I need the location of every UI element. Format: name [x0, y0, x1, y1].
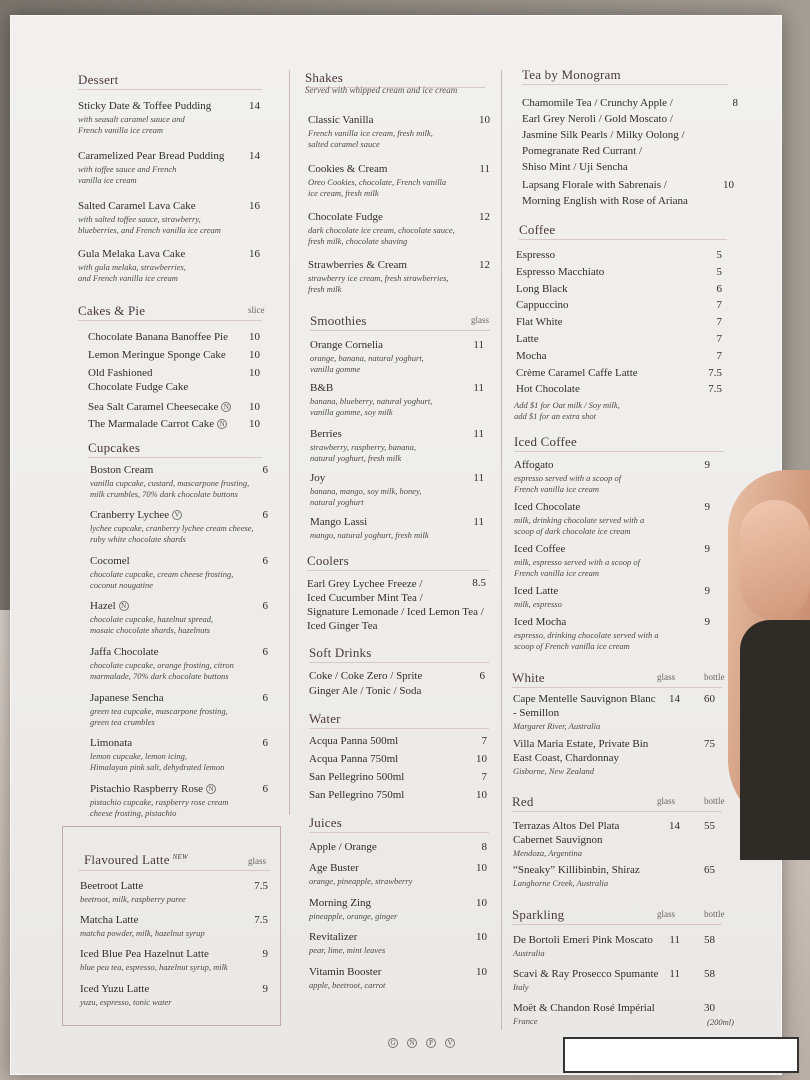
section-cakes-pie: Cakes & Pie [78, 303, 146, 318]
iced-coffee-item-desc: French vanilla ice cream [514, 568, 600, 578]
section-cupcakes-rule [88, 457, 262, 458]
coffee-item-price: 7 [716, 349, 722, 362]
wine-col-bottle: bottle [704, 909, 725, 919]
wine-item-region: Langhorne Creek, Australia [513, 878, 609, 888]
coffee-item-price: 7 [716, 333, 722, 345]
cake-item-name-line2: Chocolate Fudge Cake [88, 381, 189, 393]
tea-line: Lapsang Florale with Sabrenais / [522, 179, 667, 191]
section-cupcakes: Cupcakes [88, 440, 141, 455]
tea-line: Shiso Mint / Uji Sencha [522, 161, 628, 173]
latte-item-price: 7.5 [254, 880, 268, 892]
iced-coffee-item-name: Iced Mocha [514, 616, 567, 628]
wine-item-name: Cape Mentelle Sauvignon Blanc [513, 693, 656, 705]
cupcake-item-desc: Himalayan pink salt, dehydrated lemon [90, 762, 225, 772]
cooler-line: Iced Cucumber Mint Tea / [307, 592, 423, 604]
section-dessert: Dessert [78, 72, 119, 87]
iced-coffee-item-desc: milk, espresso served with a scoop of [514, 557, 640, 567]
tea-price: 8 [732, 97, 738, 109]
juice-item-price: 10 [476, 862, 487, 874]
soft-drinks-line: Ginger Ale / Tonic / Soda [309, 685, 422, 697]
shake-item-name: Chocolate Fudge [308, 211, 383, 223]
cupcake-item-price: 6 [262, 737, 268, 749]
cupcake-item-desc: chocolate cupcake, hazelnut spread, [90, 614, 214, 624]
wine-item-bottle-price: 75 [704, 738, 715, 750]
cakes-col-slice: slice [248, 305, 265, 315]
latte-item-price: 9 [262, 948, 268, 960]
shake-item-price: 12 [479, 259, 490, 271]
dessert-item-price: 16 [249, 200, 260, 212]
cake-item-price: 10 [249, 367, 260, 379]
coffee-item-price: 7.5 [708, 366, 722, 379]
cooler-line: Signature Lemonade / Iced Lemon Tea / [307, 606, 484, 618]
juice-item-price: 10 [476, 897, 487, 909]
cupcake-item-desc: chocolate cupcake, orange frosting, citron [90, 660, 234, 670]
coffee-item-name: Crème Caramel Caffe Latte [516, 366, 638, 379]
water-item-name: Acqua Panna 500ml [309, 735, 399, 747]
juice-item-name: Apple / Orange [309, 841, 377, 853]
smoothie-item-price: 11 [473, 428, 484, 440]
cupcake-item-price: 6 [262, 783, 268, 795]
flavoured-latte-box [62, 826, 281, 1026]
cupcake-item-desc: mosaic chocolate shards, hazelnuts [90, 625, 211, 635]
smoothie-item-name: Mango Lassi [310, 516, 368, 528]
smoothie-item-price: 11 [473, 472, 484, 484]
latte-col-glass: glass [248, 856, 266, 866]
section-cakes-pie-rule [78, 320, 262, 321]
shake-item-desc: Oreo Cookies, chocolate, French vanilla [308, 177, 447, 187]
wine-item-name: Terrazas Altos Del Plata [513, 820, 620, 832]
smoothie-item-desc: banana, mango, soy milk, honey, [310, 486, 422, 496]
juice-item-name: Morning Zing [309, 897, 372, 909]
coffee-item-name: Flat White [516, 316, 563, 329]
coffee-item-price: 5 [716, 265, 722, 278]
juice-item-price: 8 [481, 841, 487, 853]
smoothie-item-name: Orange Cornelia [310, 339, 383, 351]
cupcake-item-price: 6 [262, 464, 268, 476]
shake-item-price: 10 [479, 114, 490, 126]
smoothie-item-name: B&B [310, 382, 334, 394]
section-water-rule [309, 728, 489, 729]
wine-item-bottle-price: 65 [704, 864, 715, 876]
cupcake-item-name: Jaffa Chocolate [90, 646, 159, 658]
wine-item-region: Mendoza, Argentina [513, 848, 582, 858]
water-item-price: 7 [481, 735, 487, 747]
wine-item-name: - Semillon [513, 707, 560, 719]
wine-item-region: France [513, 1016, 538, 1026]
dessert-item-desc: and French vanilla ice cream [78, 273, 178, 283]
smoothie-item-name: Berries [310, 428, 342, 440]
dessert-item-desc: with toffee sauce and French [78, 164, 177, 174]
coffee-item-name: Long Black [516, 282, 568, 295]
cupcake-item-price: 6 [262, 509, 268, 521]
column-divider-left [289, 70, 290, 815]
tea-line: Jasmine Silk Pearls / Milky Oolong / [522, 129, 685, 141]
coolers-price: 8.5 [472, 577, 486, 589]
shake-item-desc: fresh milk, chocolate shaving [308, 236, 408, 246]
coffee-item-name: Latte [516, 333, 539, 345]
wine-item-name: Scavi & Ray Prosecco Spumante [513, 968, 659, 980]
wine-item-name: East Coast, Chardonnay [513, 752, 620, 764]
cake-item-price: 10 [249, 418, 260, 430]
juice-item-price: 10 [476, 931, 487, 943]
cake-item-price: 10 [249, 401, 260, 413]
juice-item-desc: pineapple, orange, ginger [309, 911, 398, 921]
section-coffee: Coffee [519, 222, 556, 237]
wine-item-glass-price: 14 [669, 693, 680, 705]
dessert-item-name: Sticky Date & Toffee Pudding [78, 100, 212, 112]
section-soft-drinks: Soft Drinks [309, 645, 372, 660]
smoothie-item-price: 11 [473, 339, 484, 351]
cupcake-item-desc: milk crumbles, 70% dark chocolate buttons [90, 489, 238, 499]
dessert-item-name: Gula Melaka Lava Cake [78, 248, 186, 260]
tea-price: 10 [723, 179, 734, 191]
wine-item-name: “Sneaky” Killibinbin, Shiraz [513, 864, 640, 876]
cupcake-item-name: Hazel N [90, 600, 129, 613]
cupcake-item-price: 6 [262, 646, 268, 658]
section-shakes: Shakes [305, 70, 344, 85]
wine-item-name: Cabernet Sauvignon [513, 834, 603, 846]
cupcake-item-desc: vanilla cupcake, custard, mascarpone frosting, [90, 478, 250, 488]
shake-item-name: Classic Vanilla [308, 114, 374, 126]
section-smoothies: Smoothies [310, 313, 367, 328]
cupcake-item-name: Pistachio Raspberry Rose N [90, 783, 216, 796]
coffee-note: Add $1 for Oat milk / Soy milk, [514, 400, 620, 410]
dessert-item-price: 14 [249, 100, 260, 112]
coffee-item-name: Mocha [516, 349, 547, 362]
smoothie-item-desc: orange, banana, natural yoghurt, [310, 353, 424, 363]
section-wine-sparkling-rule [512, 924, 722, 925]
latte-item-name: Beetroot Latte [80, 880, 144, 892]
iced-coffee-item-price: 9 [704, 585, 710, 597]
cooler-line: Iced Ginger Tea [307, 620, 378, 632]
new-badge: NEW [172, 852, 189, 861]
shake-item-desc: dark chocolate ice cream, chocolate sauce, [308, 225, 455, 235]
wine-item-glass-price: 14 [669, 820, 680, 832]
coffee-item-price: 6 [716, 282, 722, 295]
contains-nuts-icon: N [119, 601, 129, 611]
section-coolers: Coolers [307, 553, 349, 568]
shake-item-desc: strawberry ice cream, fresh strawberries, [308, 273, 449, 283]
iced-coffee-item-desc: milk, espresso [514, 599, 562, 609]
tea-line: Pomegranate Red Currant / [522, 145, 643, 157]
section-wine-white-rule [512, 687, 722, 688]
smoothie-item-name: Joy [310, 472, 326, 484]
iced-coffee-item-desc: scoop of French vanilla ice cream [514, 641, 630, 651]
wine-item-bottle-price: 30 [704, 1002, 715, 1014]
cake-item-name: Lemon Meringue Sponge Cake [88, 349, 226, 361]
smoothie-item-price: 11 [473, 382, 484, 394]
iced-coffee-item-desc: espresso served with a scoop of [514, 473, 622, 483]
juice-item-name: Revitalizer [309, 931, 358, 943]
section-wine-red-rule [512, 811, 722, 812]
section-juices-rule [309, 832, 489, 833]
smoothie-item-desc: banana, blueberry, natural yoghurt, [310, 396, 433, 406]
juice-item-name: Vitamin Booster [309, 966, 382, 978]
section-soft-drinks-rule [309, 662, 489, 663]
smoothie-item-desc: strawberry, raspberry, banana, [310, 442, 417, 452]
contains-nuts-icon: N [217, 419, 227, 429]
cupcake-item-desc: cheese frosting, pistachio [90, 808, 177, 818]
cupcake-item-desc: lychee cupcake, cranberry lychee cream cheese, [90, 523, 254, 533]
cake-item-name: Old Fashioned [88, 367, 153, 379]
water-item-name: Acqua Panna 750ml [309, 753, 399, 765]
wine-item-bottle-price: 58 [704, 934, 715, 946]
wine-col-bottle: bottle [704, 672, 725, 682]
wine-col-glass: glass [657, 909, 675, 919]
wine-item-name: Villa Maria Estate, Private Bin [513, 738, 649, 750]
shake-item-desc: French vanilla ice cream, fresh milk, [308, 128, 433, 138]
shake-item-desc: ice cream, fresh milk [308, 188, 379, 198]
section-tea: Tea by Monogram [522, 67, 621, 82]
column-divider-right [501, 70, 502, 1030]
wine-col-glass: glass [657, 796, 675, 806]
section-wine-white: White [512, 670, 545, 685]
cake-item-name: Sea Salt Caramel Cheesecake N [88, 401, 231, 414]
dessert-item-desc: with gula melaka, strawberries, [78, 262, 186, 272]
wine-item-glass-price: 11 [669, 934, 680, 946]
iced-coffee-item-desc: scoop of dark chocolate ice cream [514, 526, 631, 536]
dessert-item-desc: with salted toffee sauce, strawberry, [78, 214, 201, 224]
coffee-item-name: Hot Chocolate [516, 383, 580, 396]
section-iced-coffee: Iced Coffee [514, 434, 577, 449]
wine-item-bottle-price: 58 [704, 968, 715, 980]
latte-item-desc: blue pea tea, espresso, hazelnut syrup, milk [80, 962, 228, 972]
shake-item-price: 12 [479, 211, 490, 223]
water-item-price: 10 [476, 753, 487, 765]
dessert-item-desc: vanilla ice cream [78, 175, 137, 185]
iced-coffee-item-price: 9 [704, 543, 710, 555]
watermark [563, 1037, 799, 1073]
wine-item-region: Australia [513, 948, 545, 958]
smoothie-item-desc: vanilla gomme, soy milk [310, 407, 393, 417]
dessert-item-desc: French vanilla ice cream [78, 125, 164, 135]
section-water: Water [309, 711, 341, 726]
coffee-item-price: 7 [716, 299, 722, 312]
smoothie-item-desc: mango, natural yoghurt, fresh milk [310, 530, 429, 540]
wine-col-bottle: bottle [704, 796, 725, 806]
shake-item-desc: salted caramel sauce [308, 139, 380, 149]
thumb [740, 500, 810, 620]
section-flavoured-latte: Flavoured Latte $^{NEW}$ [84, 852, 189, 867]
tea-line: Chamomile Tea / Crunchy Apple / [522, 97, 673, 109]
coffee-item-price: 5 [716, 249, 722, 261]
wine-item-bottle-price: 60 [704, 693, 715, 705]
wine-item-name: De Bortoli Emeri Pink Moscato [513, 934, 653, 946]
juice-item-name: Age Buster [309, 862, 359, 874]
latte-item-name: Matcha Latte [80, 914, 139, 926]
coffee-item-name: Espresso Macchiato [516, 265, 605, 278]
smoothie-item-price: 11 [473, 516, 484, 528]
iced-coffee-item-desc: milk, drinking chocolate served with a [514, 515, 645, 525]
water-item-price: 7 [481, 771, 487, 783]
juice-item-desc: orange, pineapple, strawberry [309, 876, 413, 886]
water-item-name: San Pellegrino 750ml [309, 789, 405, 801]
tea-line: Morning English with Rose of Ariana [522, 195, 688, 207]
cupcake-item-desc: lemon cupcake, lemon icing, [90, 751, 188, 761]
soft-drinks-line: Coke / Coke Zero / Sprite [309, 670, 423, 682]
latte-item-name: Iced Yuzu Latte [80, 983, 150, 995]
contains-nuts-icon: N [221, 402, 231, 412]
cupcake-item-desc: marmalade, 70% dark chocolate buttons [90, 671, 229, 681]
section-coolers-rule [307, 570, 489, 571]
shake-item-name: Cookies & Cream [308, 163, 388, 175]
latte-item-desc: beetroot, milk, raspberry puree [80, 894, 186, 904]
coffee-item-price: 7.5 [708, 383, 722, 396]
cupcake-item-price: 6 [262, 555, 268, 567]
cupcake-item-price: 6 [262, 692, 268, 704]
wine-item-region: Margaret River, Australia [513, 721, 601, 731]
wine-item-region: Italy [513, 982, 529, 992]
soft-drinks-price: 6 [479, 670, 485, 682]
vegetarian-icon: V [172, 510, 182, 520]
wine-item-region: Gisborne, New Zealand [513, 766, 594, 776]
shake-item-desc: fresh milk [308, 284, 342, 294]
cupcake-item-name: Japanese Sencha [90, 692, 164, 704]
wine-item-extra: (200ml) [707, 1017, 734, 1027]
sleeve [740, 620, 810, 860]
cupcake-item-desc: pistachio cupcake, raspberry rose cream [90, 797, 229, 807]
contains-nuts-icon: N [206, 784, 216, 794]
latte-item-desc: matcha powder, milk, hazelnut syrup [80, 928, 205, 938]
water-item-price: 10 [476, 789, 487, 801]
cupcake-item-desc: coconut nougatine [90, 580, 154, 590]
iced-coffee-item-name: Iced Coffee [514, 543, 566, 555]
juice-item-price: 10 [476, 966, 487, 978]
latte-item-price: 9 [262, 983, 268, 995]
section-wine-sparkling: Sparkling [512, 907, 565, 922]
section-iced-coffee-rule [514, 451, 724, 452]
iced-coffee-item-desc: espresso, drinking chocolate served with a [514, 630, 659, 640]
cooler-line: Earl Grey Lychee Freeze / [307, 578, 423, 590]
wine-item-glass-price: 11 [669, 968, 680, 980]
cupcake-item-desc: ruby white chocolate shards [90, 534, 186, 544]
dessert-item-desc: blueberries, and French vanilla ice cream [78, 225, 221, 235]
dessert-item-name: Salted Caramel Lava Cake [78, 200, 196, 212]
iced-coffee-item-price: 9 [704, 501, 710, 513]
section-juices: Juices [309, 815, 342, 830]
cake-item-name: Chocolate Banana Banoffee Pie [88, 331, 228, 343]
cupcake-item-desc: green tea cupcake, mascarpone frosting, [90, 706, 228, 716]
cupcake-item-desc: chocolate cupcake, cream cheese frosting, [90, 569, 234, 579]
shakes-subtitle: Served with whipped cream and ice cream [305, 85, 458, 95]
wine-item-bottle-price: 55 [704, 820, 715, 832]
iced-coffee-item-name: Affogato [514, 459, 554, 471]
dessert-item-price: 16 [249, 248, 260, 260]
cupcake-item-name: Cranberry Lychee V [90, 509, 182, 522]
smoothie-item-desc: natural yoghurt, fresh milk [310, 453, 402, 463]
iced-coffee-item-name: Iced Latte [514, 585, 559, 597]
shake-item-name: Strawberries & Cream [308, 259, 407, 271]
section-tea-rule [522, 84, 728, 85]
juice-item-desc: pear, lime, mint leaves [309, 945, 386, 955]
smoothies-col-glass: glass [471, 315, 489, 325]
smoothie-item-desc: natural yoghurt [310, 497, 364, 507]
cupcake-item-name: Cocomel [90, 555, 130, 567]
smoothie-item-desc: vanilla gomme [310, 364, 361, 374]
dessert-item-price: 14 [249, 150, 260, 162]
cake-item-price: 10 [249, 331, 260, 343]
iced-coffee-item-price: 9 [704, 616, 710, 628]
section-smoothies-rule [310, 330, 490, 331]
cupcake-item-name: Limonata [90, 737, 133, 749]
dietary-legend: G N P V [270, 1038, 570, 1048]
section-wine-red: Red [512, 794, 534, 809]
latte-item-desc: yuzu, espresso, tonic water [80, 997, 172, 1007]
cupcake-item-desc: green tea crumbles [90, 717, 155, 727]
coffee-item-name: Cappuccino [516, 299, 569, 312]
dessert-item-desc: with seasalt caramel sauce and [78, 114, 185, 124]
shake-item-price: 11 [479, 163, 490, 175]
tea-line: Earl Grey Neroli / Gold Moscato / [522, 113, 673, 125]
section-coffee-rule [519, 239, 727, 240]
wine-item-name: Moët & Chandon Rosé Impérial [513, 1002, 655, 1014]
latte-item-price: 7.5 [254, 914, 268, 926]
juice-item-desc: apple, beetroot, carrot [309, 980, 386, 990]
coffee-item-name: Espresso [516, 249, 556, 261]
wine-col-glass: glass [657, 672, 675, 682]
water-item-name: San Pellegrino 500ml [309, 771, 405, 783]
cake-item-name: The Marmalade Carrot Cake N [88, 418, 227, 431]
cupcake-item-name: Boston Cream [90, 464, 154, 476]
latte-item-name: Iced Blue Pea Hazelnut Latte [80, 948, 209, 960]
iced-coffee-item-name: Iced Chocolate [514, 501, 581, 513]
coffee-note: add $1 for an extra shot [514, 411, 596, 421]
coffee-item-price: 7 [716, 316, 722, 329]
iced-coffee-item-desc: French vanilla ice cream [514, 484, 600, 494]
cupcake-item-price: 6 [262, 600, 268, 612]
section-dessert-rule [78, 89, 262, 90]
dessert-item-name: Caramelized Pear Bread Pudding [78, 150, 225, 162]
iced-coffee-item-price: 9 [704, 459, 710, 471]
cake-item-price: 10 [249, 349, 260, 361]
